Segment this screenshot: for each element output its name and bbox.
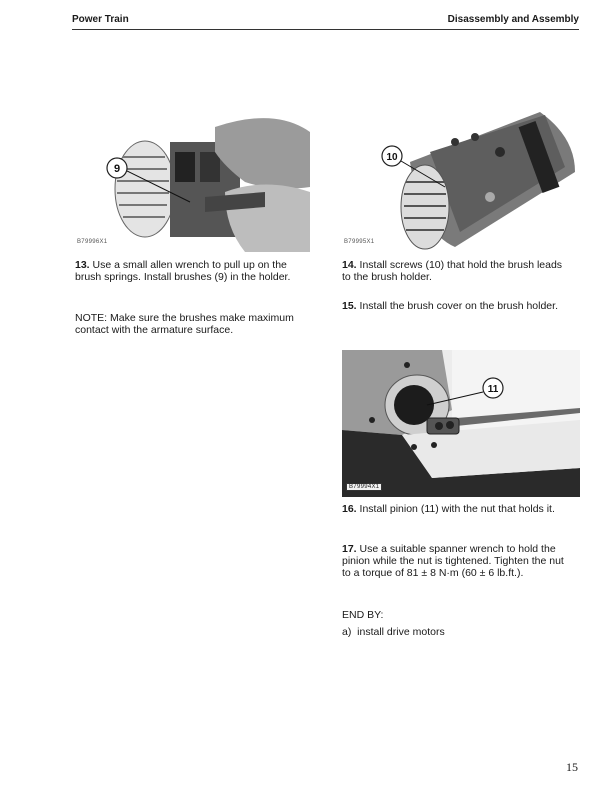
motor-brushes-photo-icon [75, 97, 315, 252]
page-header [72, 13, 579, 30]
note [75, 312, 310, 336]
note-text: Make sure the brushes make maximum contact with the armature surface. [75, 312, 294, 336]
pinion-wrench-photo-icon [342, 350, 580, 497]
end-by-label: END BY: [342, 609, 384, 621]
figure-id: B79996X1 [77, 239, 108, 245]
step-text: Install the brush cover on the brush holder. [359, 300, 558, 312]
figure-brushes-install [75, 97, 315, 252]
step-17 [342, 543, 572, 579]
step-number: 14. [342, 259, 357, 271]
note-label: NOTE: [75, 312, 108, 324]
end-by-item: a) install drive motors [342, 626, 445, 638]
figure-brush-screws [340, 97, 585, 252]
step-text: Install screws (10) that hold the brush leads to the brush holder. [342, 259, 563, 283]
callout-10: 10 [386, 152, 398, 163]
step-number: 16. [342, 503, 357, 515]
figure-id: B79994X1 [346, 483, 382, 491]
step-text: Use a small allen wrench to pull up on the brush springs. Install brushes (9) in the holder. [75, 259, 291, 283]
figure-id: B79995X1 [344, 239, 375, 245]
step-text: Install pinion (11) with the nut that holds it. [359, 503, 555, 515]
callout-9: 9 [113, 163, 121, 175]
page-number: 15 [566, 760, 578, 774]
step-15 [342, 300, 572, 312]
callout-11: 11 [487, 384, 499, 395]
step-number: 17. [342, 543, 357, 555]
section-title: Power Train [72, 14, 129, 25]
step-number: 15. [342, 300, 357, 312]
step-text: Use a suitable spanner wrench to hold the pinion while the nut is tightened. Tighten the nut to a torque of 81 ± 8 N·m (60 ± 6 lb.ft.). [342, 543, 564, 579]
chapter-title: Disassembly and Assembly [447, 14, 579, 25]
drive-motor-photo-icon [340, 97, 585, 252]
step-14 [342, 259, 572, 283]
step-16 [342, 503, 572, 515]
step-13 [75, 259, 310, 283]
step-number: 13. [75, 259, 90, 271]
figure-pinion-install [342, 350, 580, 497]
